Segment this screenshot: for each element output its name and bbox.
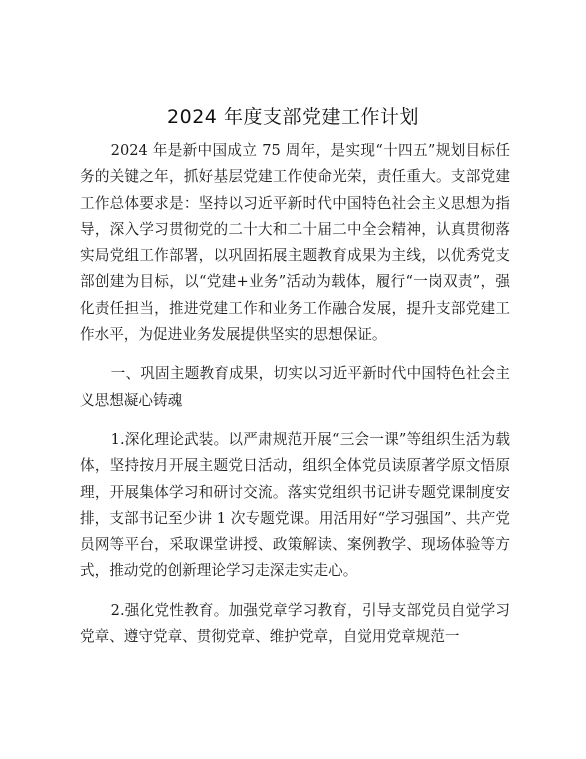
intro-paragraph: 2024 年是新中国成立 75 周年，是实现“十四五”规划目标任务的关键之年，抓好基层党建工作使命光荣，责任重大。支部党建工作总体要求是：坚持以习近平新时代中国特色社会主义思想为指导，深入学习贯彻党的二十大和二十届二中全会精神，认真贯彻落实局党组工作部署，以巩固拓展主题教育成果为主线，以优秀党支部创建为目标，以“党建+业务”活动为载体，履行“一岗双责”，强化责任担当，推进党建工作和业务工作融合发展，提升支部党建工作水平，为促进业务发展提供坚实的思想保证。 <box>80 142 510 344</box>
item-2-paragraph: 2.强化党性教育。加强党章学习教育，引导支部党员自觉学习党章、遵守党章、贯彻党章、维护党章，自觉用党章规范一 <box>80 601 510 646</box>
document-title: 2024 年度支部党建工作计划 <box>167 106 419 128</box>
document-body <box>80 138 510 650</box>
section-1-heading: 一、巩固主题教育成果，切实以习近平新时代中国特色社会主义思想凝心铸魂 <box>80 365 510 409</box>
item-1-paragraph: 1.深化理论武装。以严肃规范开展“三会一课”等组织生活为载体，坚持按月开展主题党日活动，组织全体党员读原著学原文悟原理，开展集体学习和研讨交流。落实党组织书记讲专题党课制度安排，支部书记至少讲 1 次专题党课。用活用好“学习强国”、共产党员网等平台，采取课堂讲授、政策解读、案例教学、现场体验等方式，推动党的创新理论学习走深走实走心。 <box>80 430 510 580</box>
